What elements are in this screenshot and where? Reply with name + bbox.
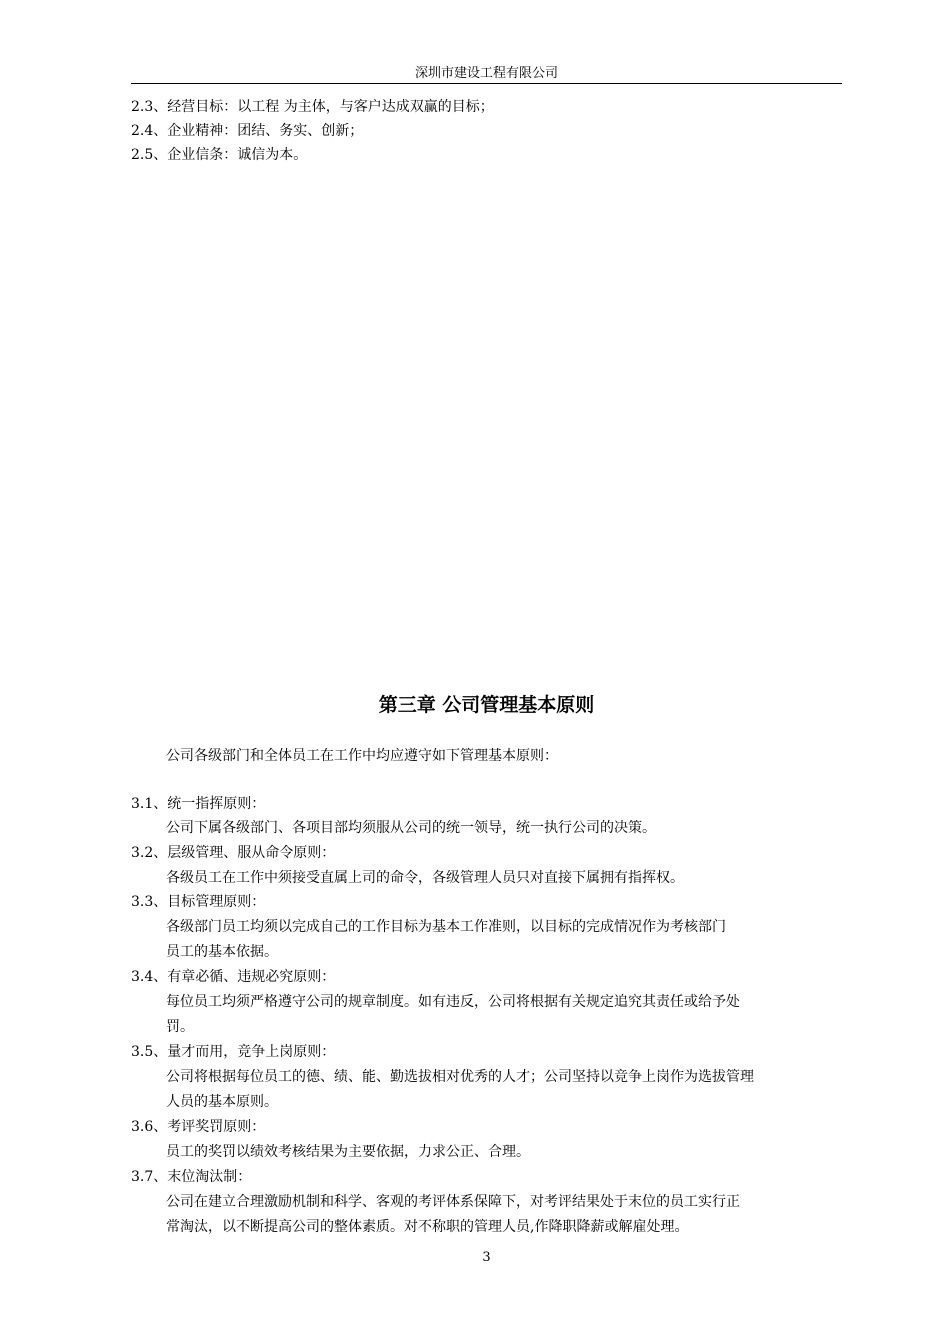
principle-text: 各级员工在工作中须接受直属上司的命令，各级管理人员只对直接下属拥有指挥权。 bbox=[166, 870, 684, 886]
chapter-title: 第三章 公司管理基本原则 bbox=[378, 694, 595, 716]
page-number: 3 bbox=[482, 1250, 491, 1265]
principle-heading: 3.6、考评奖罚原则： bbox=[131, 1119, 266, 1135]
principle-heading: 3.5、量才而用，竞争上岗原则： bbox=[131, 1044, 336, 1060]
principle-heading: 3.3、目标管理原则： bbox=[131, 894, 266, 910]
page-header: 深圳市建设工程有限公司 bbox=[414, 66, 558, 81]
principle-text: 员工的奖罚以绩效考核结果为主要依据，力求公正、合理。 bbox=[166, 1144, 530, 1160]
principle-text: 公司在建立合理激励机制和科学、客观的考评体系保障下，对考评结果处于末位的员工实行正 bbox=[166, 1194, 740, 1210]
principle-text: 罚。 bbox=[166, 1019, 194, 1035]
principle-text: 常淘汰，以不断提高公司的整体素质。对不称职的管理人员,作降职降薪或解雇处理。 bbox=[166, 1219, 689, 1235]
principle-text: 各级部门员工均须以完成自己的工作目标为基本工作准则，以目标的完成情况作为考核部门 bbox=[166, 919, 726, 935]
header-rule bbox=[131, 83, 842, 84]
principle-heading: 3.2、层级管理、服从命令原则： bbox=[131, 845, 336, 861]
principle-text: 每位员工均须严格遵守公司的规章制度。如有违反，公司将根据有关规定追究其责任或给予处 bbox=[166, 994, 740, 1010]
creed-line: 2.5、企业信条：诚信为本。 bbox=[131, 147, 308, 163]
principle-text: 公司将根据每位员工的德、绩、能、勤选拔相对优秀的人才；公司坚持以竞争上岗作为选拔管理 bbox=[166, 1069, 754, 1085]
goal-line: 2.3、经营目标：以工程 为主体，与客户达成双赢的目标； bbox=[131, 99, 494, 115]
principle-text: 人员的基本原则。 bbox=[166, 1094, 278, 1110]
principle-heading: 3.4、有章必循、违规必究原则： bbox=[131, 969, 336, 985]
spirit-line: 2.4、企业精神：团结、务实、创新； bbox=[131, 123, 364, 139]
principle-text: 公司下属各级部门、各项目部均须服从公司的统一领导，统一执行公司的决策。 bbox=[166, 820, 656, 836]
principle-heading: 3.7、末位淘汰制： bbox=[131, 1169, 252, 1185]
principle-heading: 3.1、统一指挥原则： bbox=[131, 796, 266, 812]
chapter-intro: 公司各级部门和全体员工在工作中均应遵守如下管理基本原则： bbox=[166, 748, 558, 764]
principle-text: 员工的基本依据。 bbox=[166, 944, 278, 960]
